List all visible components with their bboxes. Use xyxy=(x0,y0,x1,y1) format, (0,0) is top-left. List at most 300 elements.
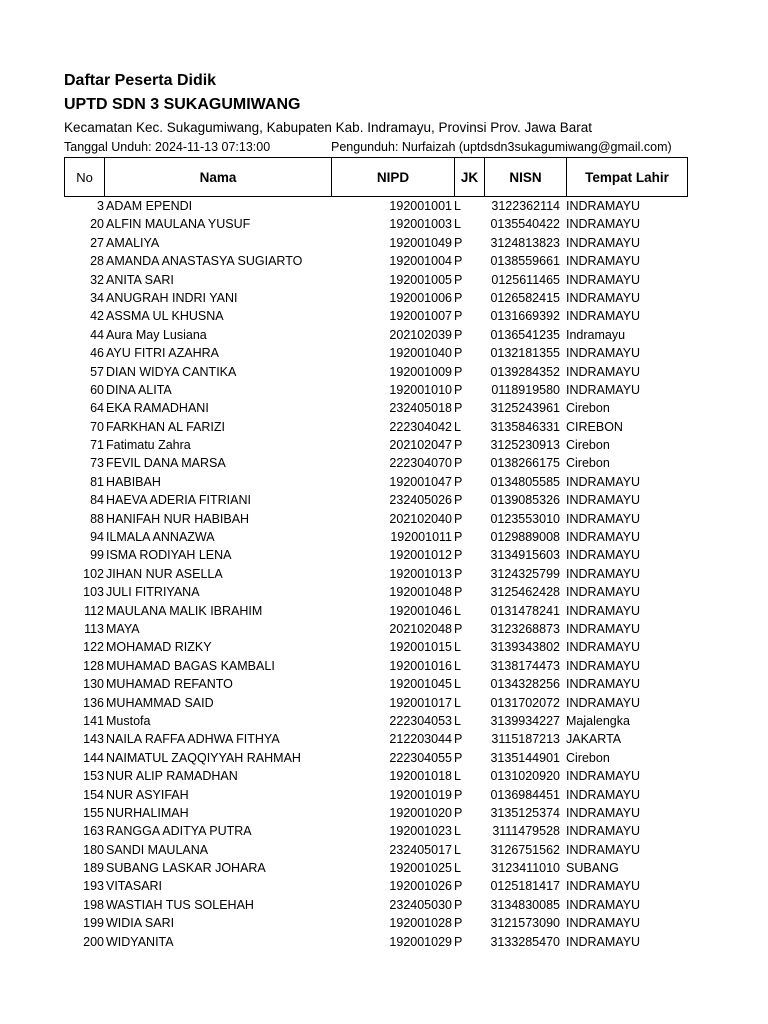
table-row xyxy=(0,418,768,436)
cell-nipd: 202102047 xyxy=(389,438,452,453)
cell-no: 200 xyxy=(83,934,104,949)
cell-nisn: 0131702072 xyxy=(490,695,560,710)
document-title: Daftar Peserta Didik xyxy=(64,72,217,89)
cell-nama: NURHALIMAH xyxy=(106,805,189,820)
cell-nama: VITASARI xyxy=(106,879,163,894)
cell-nisn: 0134328256 xyxy=(490,677,560,692)
cell-nama: Mustofa xyxy=(106,713,151,728)
cell-nisn: 0139284352 xyxy=(490,364,560,379)
cell-tempat-lahir: INDRAMAYU xyxy=(566,879,641,894)
table-row xyxy=(0,749,768,767)
cell-jk: P xyxy=(454,530,463,545)
cell-nisn: 0132181355 xyxy=(490,346,560,361)
cell-tempat-lahir: INDRAMAYU xyxy=(566,934,641,949)
cell-jk: L xyxy=(454,861,461,876)
cell-no: 122 xyxy=(83,640,104,655)
cell-nisn: 3115187213 xyxy=(491,732,560,747)
cell-tempat-lahir: Cirebon xyxy=(566,401,610,416)
cell-nama: MUHAMMAD SAID xyxy=(106,695,214,710)
cell-tempat-lahir: INDRAMAYU xyxy=(566,290,641,305)
cell-nipd: 202102048 xyxy=(389,621,452,636)
table-row xyxy=(0,675,768,693)
table-row xyxy=(0,933,768,951)
cell-nipd: 192001010 xyxy=(389,382,452,397)
table-row xyxy=(0,528,768,546)
cell-jk: P xyxy=(454,401,463,416)
table-row xyxy=(0,877,768,895)
cell-no: 27 xyxy=(90,235,104,250)
cell-nama: ISMA RODIYAH LENA xyxy=(106,548,232,563)
cell-jk: P xyxy=(454,621,463,636)
cell-nama: ADAM EPENDI xyxy=(106,199,193,213)
cell-no: 141 xyxy=(83,713,104,728)
cell-jk: P xyxy=(454,272,463,287)
cell-nisn: 3135846331 xyxy=(490,419,560,434)
cell-tempat-lahir: INDRAMAYU xyxy=(566,585,641,600)
cell-tempat-lahir: INDRAMAYU xyxy=(566,658,641,673)
column-header-nama: Nama xyxy=(104,157,332,197)
table-row xyxy=(0,841,768,859)
cell-nama: HANIFAH NUR HABIBAH xyxy=(106,511,250,526)
cell-tempat-lahir: INDRAMAYU xyxy=(566,916,641,931)
table-row xyxy=(0,602,768,620)
cell-no: 64 xyxy=(90,401,104,416)
cell-nisn: 0131669392 xyxy=(490,309,560,324)
cell-tempat-lahir: INDRAMAYU xyxy=(566,769,641,784)
cell-jk: L xyxy=(454,603,461,618)
cell-nipd: 192001015 xyxy=(389,640,452,655)
cell-no: 20 xyxy=(90,217,104,232)
cell-no: 57 xyxy=(90,364,104,379)
cell-nisn: 3134830085 xyxy=(490,897,560,912)
table-row xyxy=(0,215,768,233)
table-row xyxy=(0,712,768,730)
cell-tempat-lahir: INDRAMAYU xyxy=(566,805,641,820)
cell-nisn: 0135540422 xyxy=(490,217,560,232)
table-row xyxy=(0,344,768,362)
cell-nipd: 232405018 xyxy=(389,401,452,416)
cell-nipd: 232405017 xyxy=(389,842,452,857)
table-row xyxy=(0,454,768,472)
cell-no: 128 xyxy=(83,658,104,673)
cell-tempat-lahir: INDRAMAYU xyxy=(566,548,641,563)
cell-nipd: 192001005 xyxy=(389,272,452,287)
cell-nama: SUBANG LASKAR JOHARA xyxy=(106,861,266,876)
cell-tempat-lahir: INDRAMAYU xyxy=(566,566,641,581)
cell-nisn: 0129889008 xyxy=(490,530,560,545)
cell-nisn: 0136984451 xyxy=(490,787,560,802)
cell-nipd: 192001048 xyxy=(389,585,452,600)
cell-jk: P xyxy=(454,456,463,471)
cell-jk: P xyxy=(454,309,463,324)
cell-nipd: 192001045 xyxy=(389,677,452,692)
cell-no: 155 xyxy=(83,805,104,820)
cell-tempat-lahir: Cirebon xyxy=(566,750,610,765)
cell-jk: P xyxy=(454,934,463,949)
cell-nisn: 3138174473 xyxy=(490,658,560,673)
cell-jk: L xyxy=(454,677,461,692)
cell-jk: L xyxy=(454,842,461,857)
cell-jk: P xyxy=(454,548,463,563)
cell-jk: P xyxy=(454,897,463,912)
cell-nama: MOHAMAD RIZKY xyxy=(106,640,212,655)
cell-nama: WIDIA SARI xyxy=(106,916,175,931)
cell-jk: L xyxy=(454,658,461,673)
table-header xyxy=(64,157,688,197)
cell-no: 144 xyxy=(83,750,104,765)
cell-nama: ASSMA UL KHUSNA xyxy=(106,309,224,324)
cell-jk: L xyxy=(454,769,461,784)
cell-no: 28 xyxy=(90,254,104,269)
table-body xyxy=(0,197,768,951)
cell-nisn: 0136541235 xyxy=(490,327,560,342)
cell-nipd: 202102040 xyxy=(389,511,452,526)
cell-no: 199 xyxy=(83,916,104,931)
table-row xyxy=(0,546,768,564)
cell-jk: L xyxy=(454,419,461,434)
cell-nisn: 3135144901 xyxy=(490,750,560,765)
cell-nama: JULI FITRIYANA xyxy=(106,585,200,600)
cell-no: 81 xyxy=(90,474,104,489)
cell-nisn: 3139934227 xyxy=(490,713,560,728)
cell-no: 136 xyxy=(83,695,104,710)
cell-tempat-lahir: CIREBON xyxy=(566,419,623,434)
cell-nipd: 202102039 xyxy=(389,327,452,342)
table-row xyxy=(0,804,768,822)
cell-jk: P xyxy=(454,290,463,305)
cell-no: 71 xyxy=(90,438,104,453)
table-row xyxy=(0,786,768,804)
cell-tempat-lahir: INDRAMAYU xyxy=(566,677,641,692)
table-row xyxy=(0,307,768,325)
cell-nisn: 3139343802 xyxy=(490,640,560,655)
cell-nipd: 192001049 xyxy=(389,235,452,250)
cell-nama: HAEVA ADERIA FITRIANI xyxy=(106,493,251,508)
cell-nama: DIAN WIDYA CANTIKA xyxy=(106,364,237,379)
cell-nama: AMANDA ANASTASYA SUGIARTO xyxy=(106,254,303,269)
table-row xyxy=(0,326,768,344)
cell-jk: P xyxy=(454,566,463,581)
cell-tempat-lahir: INDRAMAYU xyxy=(566,695,641,710)
cell-nipd: 192001018 xyxy=(389,769,452,784)
downloader: Pengunduh: Nurfaizah (uptdsdn3sukagumiwang@gmail.com) xyxy=(331,140,672,154)
cell-jk: P xyxy=(454,382,463,397)
cell-tempat-lahir: INDRAMAYU xyxy=(566,603,641,618)
cell-nipd: 192001007 xyxy=(389,309,452,324)
cell-nipd: 192001016 xyxy=(389,658,452,673)
cell-tempat-lahir: INDRAMAYU xyxy=(566,511,641,526)
cell-nisn: 3123268873 xyxy=(490,621,560,636)
cell-no: 34 xyxy=(90,290,104,305)
cell-nisn: 3125243961 xyxy=(490,401,560,416)
cell-tempat-lahir: INDRAMAYU xyxy=(566,640,641,655)
cell-nama: FARKHAN AL FARIZI xyxy=(106,419,226,434)
cell-nama: AYU FITRI AZAHRA xyxy=(106,346,219,361)
cell-nipd: 232405030 xyxy=(389,897,452,912)
column-header-nipd: NIPD xyxy=(331,157,455,197)
cell-nipd: 222304042 xyxy=(389,419,452,434)
cell-tempat-lahir: INDRAMAYU xyxy=(566,621,641,636)
column-header-jk: JK xyxy=(454,157,485,197)
cell-tempat-lahir: INDRAMAYU xyxy=(566,382,641,397)
cell-no: 70 xyxy=(90,419,104,434)
cell-nipd: 192001011 xyxy=(390,530,452,545)
cell-nisn: 0134805585 xyxy=(490,474,560,489)
cell-nisn: 0123553010 xyxy=(490,511,560,526)
cell-nama: MUHAMAD BAGAS KAMBALI xyxy=(106,658,275,673)
cell-nisn: 0131478241 xyxy=(490,603,560,618)
table-row xyxy=(0,473,768,491)
cell-nipd: 222304053 xyxy=(389,713,452,728)
table-row xyxy=(0,583,768,601)
cell-nama: RANGGA ADITYA PUTRA xyxy=(106,824,252,839)
cell-jk: P xyxy=(454,235,463,250)
table-row xyxy=(0,730,768,748)
cell-nipd: 222304055 xyxy=(389,750,452,765)
table-row xyxy=(0,197,768,215)
cell-jk: P xyxy=(454,364,463,379)
cell-tempat-lahir: INDRAMAYU xyxy=(566,787,641,802)
cell-nisn: 0131020920 xyxy=(490,769,560,784)
cell-nama: Fatimatu Zahra xyxy=(106,438,191,453)
cell-nipd: 192001009 xyxy=(389,364,452,379)
cell-jk: L xyxy=(454,640,461,655)
cell-nama: ILMALA ANNAZWA xyxy=(106,530,215,545)
cell-no: 60 xyxy=(90,382,104,397)
cell-nisn: 3133285470 xyxy=(490,934,560,949)
table-row xyxy=(0,638,768,656)
cell-tempat-lahir: Cirebon xyxy=(566,456,610,471)
cell-nipd: 192001029 xyxy=(389,934,452,949)
cell-jk: P xyxy=(454,346,463,361)
cell-no: 73 xyxy=(90,456,104,471)
table-row xyxy=(0,565,768,583)
cell-tempat-lahir: INDRAMAYU xyxy=(566,842,641,857)
cell-nama: MUHAMAD REFANTO xyxy=(106,677,233,692)
cell-no: 46 xyxy=(90,346,104,361)
cell-no: 193 xyxy=(83,879,104,894)
cell-nipd: 192001006 xyxy=(389,290,452,305)
cell-no: 94 xyxy=(90,530,104,545)
table-row xyxy=(0,896,768,914)
cell-jk: P xyxy=(454,511,463,526)
cell-jk: L xyxy=(454,695,461,710)
table-row xyxy=(0,822,768,840)
cell-jk: L xyxy=(454,824,461,839)
cell-no: 154 xyxy=(83,787,104,802)
cell-nisn: 3111479528 xyxy=(492,824,560,839)
table-row xyxy=(0,252,768,270)
cell-nisn: 3123411010 xyxy=(491,861,560,876)
cell-no: 143 xyxy=(83,732,104,747)
cell-tempat-lahir: INDRAMAYU xyxy=(566,897,641,912)
cell-jk: P xyxy=(454,493,463,508)
cell-nipd: 192001012 xyxy=(389,548,452,563)
cell-jk: L xyxy=(454,713,461,728)
cell-nisn: 0126582415 xyxy=(490,290,560,305)
cell-nama: WIDYANITA xyxy=(106,934,174,949)
cell-jk: P xyxy=(454,732,463,747)
cell-no: 32 xyxy=(90,272,104,287)
table-row xyxy=(0,234,768,252)
cell-no: 84 xyxy=(90,493,104,508)
cell-no: 130 xyxy=(83,677,104,692)
cell-nama: ANUGRAH INDRI YANI xyxy=(106,290,238,305)
cell-nipd: 192001001 xyxy=(389,199,452,213)
cell-nipd: 192001023 xyxy=(389,824,452,839)
cell-tempat-lahir: Cirebon xyxy=(566,438,610,453)
school-name: UPTD SDN 3 SUKAGUMIWANG xyxy=(64,96,301,113)
cell-nama: FEVIL DANA MARSA xyxy=(106,456,226,471)
cell-nama: MAULANA MALIK IBRAHIM xyxy=(106,603,263,618)
table-row xyxy=(0,381,768,399)
table-row xyxy=(0,289,768,307)
column-header-tempat-lahir: Tempat Lahir xyxy=(566,157,688,197)
location-line: Kecamatan Kec. Sukagumiwang, Kabupaten Kab. Indramayu, Provinsi Prov. Jawa Barat xyxy=(64,120,593,135)
cell-nipd: 192001019 xyxy=(389,787,452,802)
cell-jk: P xyxy=(454,585,463,600)
cell-nama: ANITA SARI xyxy=(106,272,174,287)
cell-nama: NUR ASYIFAH xyxy=(106,787,189,802)
cell-tempat-lahir: INDRAMAYU xyxy=(566,235,641,250)
cell-no: 189 xyxy=(83,861,104,876)
table-row xyxy=(0,694,768,712)
cell-nipd: 192001047 xyxy=(389,474,452,489)
table-row xyxy=(0,436,768,454)
cell-nama: ALFIN MAULANA YUSUF xyxy=(106,217,251,232)
cell-nipd: 192001025 xyxy=(389,861,452,876)
cell-nisn: 0138559661 xyxy=(490,254,560,269)
table-row xyxy=(0,657,768,675)
cell-nipd: 192001003 xyxy=(389,217,452,232)
table-row xyxy=(0,767,768,785)
cell-no: 3 xyxy=(97,199,104,213)
cell-tempat-lahir: INDRAMAYU xyxy=(566,217,641,232)
cell-nipd: 192001040 xyxy=(389,346,452,361)
cell-jk: P xyxy=(454,805,463,820)
cell-nama: NAIMATUL ZAQQIYYAH RAHMAH xyxy=(106,750,301,765)
cell-nipd: 192001017 xyxy=(389,695,452,710)
cell-tempat-lahir: INDRAMAYU xyxy=(566,824,641,839)
table-row xyxy=(0,914,768,932)
cell-nama: NUR ALIP RAMADHAN xyxy=(106,769,238,784)
table-row xyxy=(0,491,768,509)
cell-nama: Aura May Lusiana xyxy=(106,327,207,342)
cell-nama: EKA RAMADHANI xyxy=(106,401,209,416)
cell-nama: MAYA xyxy=(106,621,140,636)
cell-nisn: 3134915603 xyxy=(490,548,560,563)
cell-tempat-lahir: INDRAMAYU xyxy=(566,346,641,361)
cell-no: 112 xyxy=(84,603,104,618)
cell-tempat-lahir: SUBANG xyxy=(566,861,619,876)
cell-nipd: 192001046 xyxy=(389,603,452,618)
cell-tempat-lahir: INDRAMAYU xyxy=(566,530,641,545)
cell-nipd: 232405026 xyxy=(389,493,452,508)
cell-tempat-lahir: JAKARTA xyxy=(566,732,622,747)
cell-no: 198 xyxy=(83,897,104,912)
cell-nipd: 192001028 xyxy=(389,916,452,931)
cell-nipd: 192001013 xyxy=(389,566,452,581)
table-row xyxy=(0,399,768,417)
cell-nisn: 3124813823 xyxy=(490,235,560,250)
cell-tempat-lahir: Indramayu xyxy=(566,327,626,342)
cell-no: 153 xyxy=(83,769,104,784)
cell-nisn: 0125181417 xyxy=(490,879,560,894)
cell-nama: NAILA RAFFA ADHWA FITHYA xyxy=(106,732,280,747)
cell-nisn: 3122362114 xyxy=(491,199,560,213)
download-date: Tanggal Unduh: 2024-11-13 07:13:00 xyxy=(64,140,271,154)
cell-nisn: 3126751562 xyxy=(490,842,560,857)
cell-nipd: 222304070 xyxy=(389,456,452,471)
cell-nisn: 3135125374 xyxy=(490,805,560,820)
cell-jk: P xyxy=(454,916,463,931)
table-row xyxy=(0,859,768,877)
cell-no: 44 xyxy=(90,327,104,342)
table-row xyxy=(0,620,768,638)
table-row xyxy=(0,510,768,528)
cell-no: 163 xyxy=(83,824,104,839)
cell-nipd: 192001020 xyxy=(389,805,452,820)
cell-no: 103 xyxy=(83,585,104,600)
cell-jk: P xyxy=(454,787,463,802)
cell-nipd: 192001026 xyxy=(389,879,452,894)
cell-tempat-lahir: INDRAMAYU xyxy=(566,254,641,269)
cell-nipd: 212203044 xyxy=(389,732,452,747)
cell-no: 88 xyxy=(90,511,104,526)
column-header-no: No xyxy=(64,157,105,197)
cell-nisn: 3124325799 xyxy=(490,566,560,581)
cell-jk: L xyxy=(454,199,461,213)
cell-jk: P xyxy=(454,438,463,453)
cell-nisn: 0139085326 xyxy=(490,493,560,508)
cell-nisn: 0118919580 xyxy=(491,382,560,397)
cell-nisn: 3125462428 xyxy=(490,585,560,600)
cell-nisn: 0125611465 xyxy=(491,272,560,287)
cell-tempat-lahir: INDRAMAYU xyxy=(566,309,641,324)
cell-tempat-lahir: INDRAMAYU xyxy=(566,364,641,379)
cell-no: 102 xyxy=(83,566,104,581)
cell-nipd: 192001004 xyxy=(389,254,452,269)
cell-tempat-lahir: Majalengka xyxy=(566,713,630,728)
cell-jk: P xyxy=(454,254,463,269)
cell-nisn: 3125230913 xyxy=(490,438,560,453)
cell-nama: JIHAN NUR ASELLA xyxy=(106,566,223,581)
cell-nama: HABIBAH xyxy=(106,474,161,489)
cell-jk: L xyxy=(454,217,461,232)
cell-nisn: 3121573090 xyxy=(490,916,560,931)
cell-jk: P xyxy=(454,327,463,342)
cell-nama: AMALIYA xyxy=(106,235,160,250)
cell-tempat-lahir: INDRAMAYU xyxy=(566,272,641,287)
cell-tempat-lahir: INDRAMAYU xyxy=(566,474,641,489)
column-header-nisn: NISN xyxy=(484,157,567,197)
table-row xyxy=(0,363,768,381)
cell-nama: SANDI MAULANA xyxy=(106,842,209,857)
cell-no: 180 xyxy=(83,842,104,857)
cell-no: 99 xyxy=(90,548,104,563)
cell-nama: DINA ALITA xyxy=(106,382,172,397)
cell-nama: WASTIAH TUS SOLEHAH xyxy=(106,897,254,912)
cell-tempat-lahir: INDRAMAYU xyxy=(566,199,641,213)
cell-jk: P xyxy=(454,750,463,765)
cell-no: 113 xyxy=(84,621,104,636)
cell-jk: P xyxy=(454,474,463,489)
cell-tempat-lahir: INDRAMAYU xyxy=(566,493,641,508)
table-row xyxy=(0,271,768,289)
cell-no: 42 xyxy=(90,309,104,324)
cell-jk: P xyxy=(454,879,463,894)
cell-nisn: 0138266175 xyxy=(490,456,560,471)
